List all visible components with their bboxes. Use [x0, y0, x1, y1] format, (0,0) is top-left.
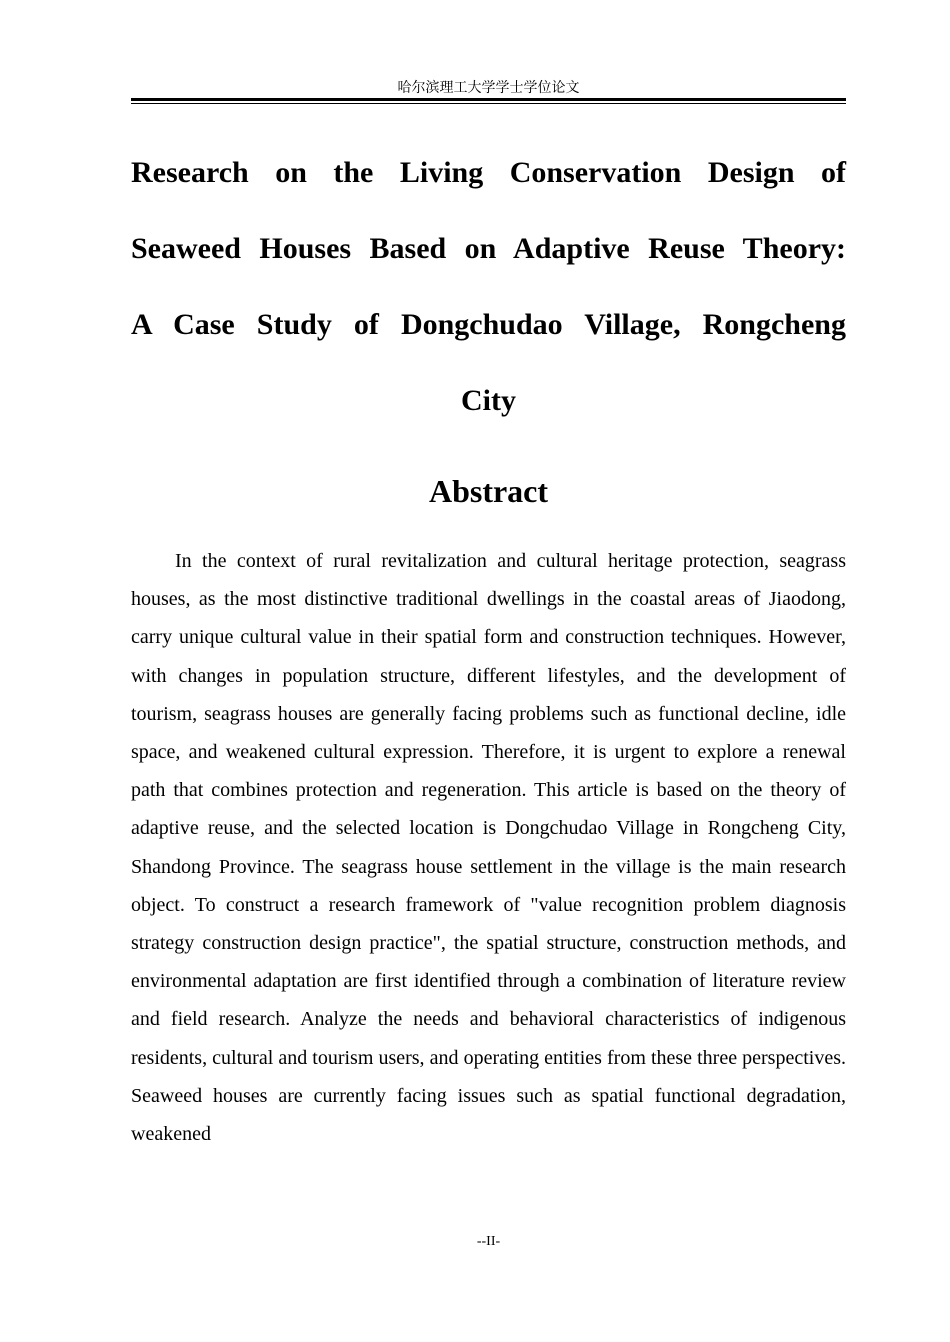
header-rule-thin	[131, 103, 846, 104]
abstract-heading: Abstract	[428, 473, 549, 509]
running-header-title: 哈尔滨理工大学学士学位论文	[397, 80, 580, 96]
page-number: --II-	[476, 1234, 501, 1249]
header-rule-thick	[131, 98, 846, 101]
thesis-title: Research on the Living Conservation Design of Seaweed Houses Based on Adaptive Reuse Theory: A Case Study of Dongchudao Village, Rongcheng City	[131, 156, 846, 417]
abstract-body: In the context of rural revitalization and cultural heritage protection, seagrass houses, as the most distinctive traditional dwellings in the coastal areas of Jiaodong, carry unique cultural value in their spatial form and construction techniques. However, with changes in population structure, different lifestyles, and the development of tourism, seagrass houses are generally facing problems such as functional decline, idle space, and weakened cultural expression. Therefore, it is urgent to explore a renewal path that combines protection and regeneration. This article is based on the theory of adaptive reuse, and the selected location is Dongchudao Village in Rongcheng City, Shandong Province. The seagrass house settlement in the village is the main research object. To construct a research framework of "value recognition problem diagnosis strategy construction design practice", the spatial structure, construction methods, and environmental adaptation are first identified through a combination of literature review and field research. Analyze the needs and behavioral characteristics of indigenous residents, cultural and tourism users, and operating entities from these three perspectives. Seaweed houses are currently facing issues such as spatial functional degradation, weakened	[131, 550, 846, 1146]
